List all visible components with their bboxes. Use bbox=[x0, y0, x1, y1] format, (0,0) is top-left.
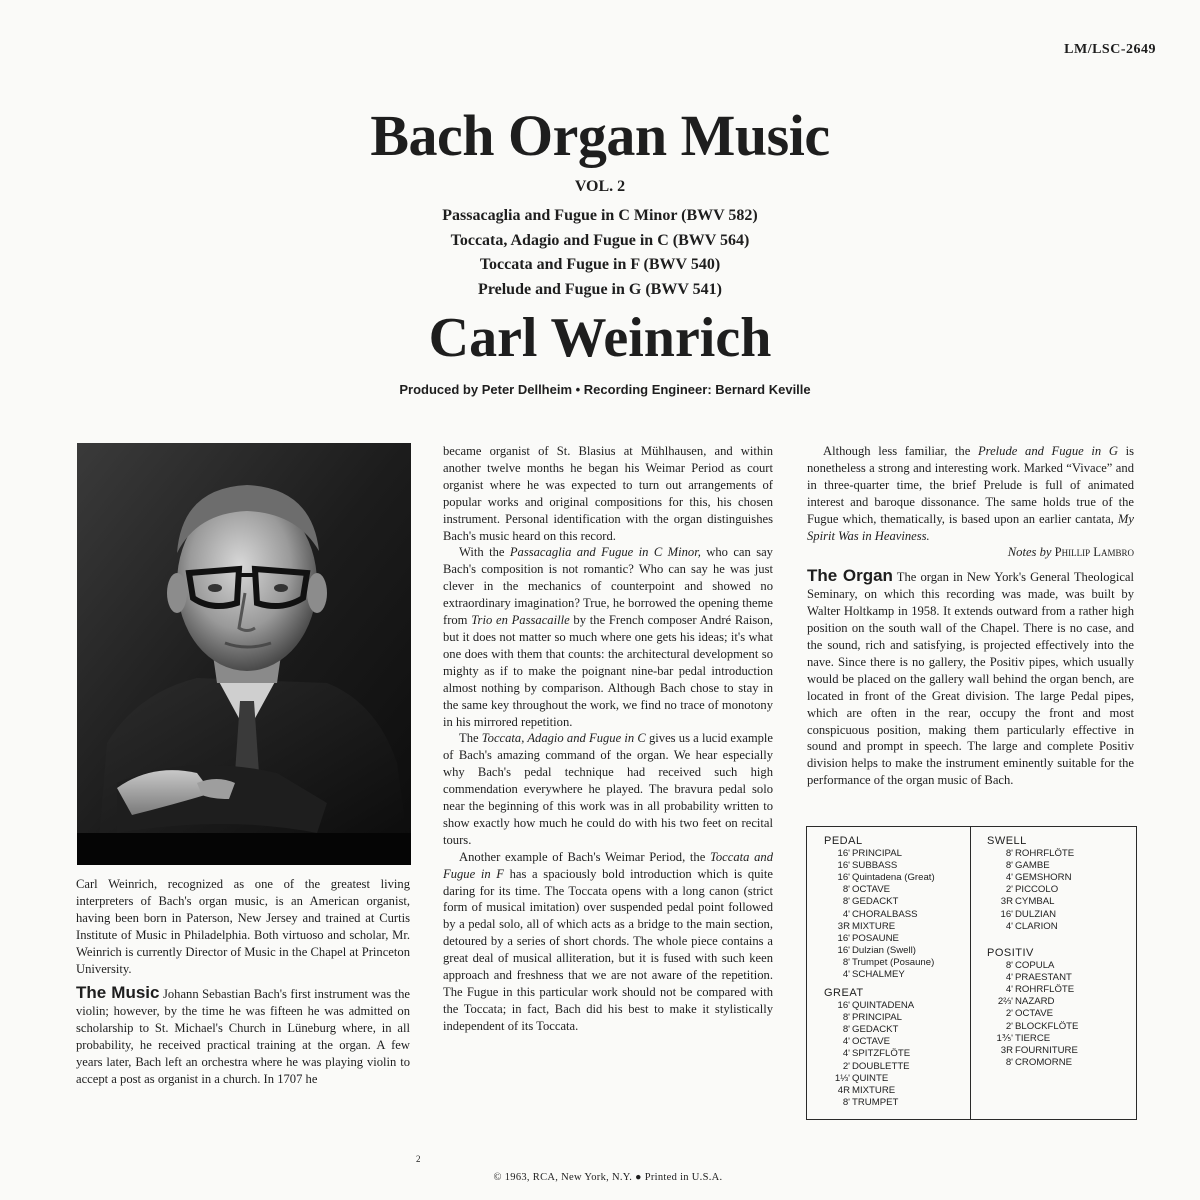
stop-pitch: 8' bbox=[1005, 860, 1013, 872]
division-name: GREAT bbox=[824, 987, 864, 999]
stop-item bbox=[987, 921, 1074, 933]
stop-name: TIERCE bbox=[1015, 1032, 1051, 1044]
stop-name: CHORALBASS bbox=[852, 908, 918, 920]
stop-item bbox=[824, 909, 935, 921]
performer-photo bbox=[77, 443, 411, 865]
stop-name: PRINCIPAL bbox=[852, 848, 902, 860]
stop-pitch: 4' bbox=[1005, 984, 1013, 996]
stop-name: CLARION bbox=[1015, 920, 1058, 932]
volume-label: VOL. 2 bbox=[574, 178, 626, 195]
stop-item bbox=[987, 860, 1074, 872]
stop-name: Quintadena (Great) bbox=[852, 872, 935, 884]
stop-pitch: 8' bbox=[1005, 1056, 1013, 1068]
work-item: Prelude and Fugue in G (BWV 541) bbox=[478, 280, 722, 298]
stop-item bbox=[987, 872, 1074, 884]
stop-name: DULZIAN bbox=[1015, 908, 1057, 920]
stop-pitch: 8' bbox=[842, 884, 850, 896]
stop-pitch: 16' bbox=[837, 944, 850, 956]
stop-item bbox=[824, 896, 935, 908]
stop-item bbox=[824, 1073, 914, 1085]
stop-name: GAMBE bbox=[1015, 860, 1050, 872]
stop-item bbox=[824, 1012, 914, 1024]
stop-pitch: 2⅔' bbox=[997, 996, 1013, 1008]
stop-pitch: 4' bbox=[842, 1048, 850, 1060]
stop-item bbox=[824, 969, 935, 981]
catalog-number: LM/LSC-2649 bbox=[1064, 42, 1156, 57]
stop-pitch: 16' bbox=[837, 860, 850, 872]
stop-pitch: 8' bbox=[842, 1024, 850, 1036]
bio-paragraph: Carl Weinrich, recognized as one of the greatest living interpreters of Bach's organ music, is an American organist, having been born in Paterson, New Jersey and trained at Curtis Institute of Music in Philadelphia. Both virtuoso and scholar, Mr. Weinrich is currently Director of Music in the Chapel at Princeton University. bbox=[76, 877, 410, 976]
stop-item bbox=[987, 996, 1078, 1008]
stop-name: SCHALMEY bbox=[852, 969, 905, 981]
stop-pitch: 8' bbox=[842, 1012, 850, 1024]
stop-item bbox=[987, 1033, 1078, 1045]
stop-item bbox=[824, 884, 935, 896]
stop-name: GEMSHORN bbox=[1015, 872, 1072, 884]
stop-name: CYMBAL bbox=[1015, 896, 1055, 908]
stop-pitch: 2' bbox=[1005, 1020, 1013, 1032]
organ-stoplist bbox=[806, 826, 1137, 1120]
stop-item bbox=[824, 945, 935, 957]
stop-name: PRAESTANT bbox=[1015, 972, 1072, 984]
stop-pitch: 1⅓' bbox=[834, 1072, 850, 1084]
stop-item bbox=[987, 909, 1074, 921]
stop-name: DOUBLETTE bbox=[852, 1060, 910, 1072]
stop-name: Trumpet (Posaune) bbox=[852, 956, 935, 968]
stop-item bbox=[824, 860, 935, 872]
production-credits: Produced by Peter Dellheim • Recording Engineer: Bernard Keville bbox=[399, 382, 811, 397]
stop-name: POSAUNE bbox=[852, 932, 899, 944]
stop-name: TRUMPET bbox=[852, 1096, 899, 1108]
passacaglia-paragraph: With the Passacaglia and Fugue in C Minor, who can say Bach's composition is not romantic? Who can say he was just clever in the mechanics of counterpoint and showed no extraordinary imagination? True, he borrowed the opening theme from Trio en Passacaille by the French composer André Raison, but it does not matter so much where one gets his ideas; it's what one does with them that counts: the architectural development so mighty as if to make the poignant nine-bar pedal introduction almost nothing by comparison. Although Bach chose to stay in the same key throughout the work, we find no trace of monotony in his mirrored repetition. bbox=[443, 545, 773, 729]
stop-name: NAZARD bbox=[1015, 996, 1055, 1008]
stop-name: MIXTURE bbox=[852, 920, 896, 932]
stop-item bbox=[824, 921, 935, 933]
stop-item bbox=[987, 1057, 1078, 1069]
works-list bbox=[0, 204, 1200, 302]
column-left bbox=[76, 876, 410, 1088]
organ-text: The organ in New York's General Theological Seminary, on which this recording was made, was built by Walter Holtkamp in 1958. It extends outward from a rather high position on the south wall of the Chapel. There is no case, and the sound, rich and satisfying, is projected effectively into the nave. Since there is no gallery, the Positiv pipes, which usually would be placed on the gallery wall behind the organ bench, are located in front of the Great division. The large Pedal pipes, which are often in the rear, occupy the front and most conspicuous position, making them particularly effective in sound and prompt in speech. The large and complete Positiv division helps to make the instrument eminently suitable for the performance of the organ music of Bach. bbox=[807, 570, 1134, 788]
music-paragraph bbox=[76, 985, 410, 1087]
stop-pitch: 8' bbox=[842, 896, 850, 908]
stoplist-divider bbox=[970, 827, 971, 1119]
stop-name: ROHRFLÖTE bbox=[1015, 984, 1075, 996]
column-right bbox=[807, 443, 1134, 789]
stop-item bbox=[824, 1024, 914, 1036]
stop-pitch: 2' bbox=[1005, 1008, 1013, 1020]
division-name: PEDAL bbox=[824, 835, 863, 847]
stop-pitch: 16' bbox=[837, 1000, 850, 1012]
stop-pitch: 4' bbox=[842, 1036, 850, 1048]
stop-name: BLOCKFLÖTE bbox=[1015, 1020, 1079, 1032]
stop-name: QUINTADENA bbox=[852, 1000, 915, 1012]
stop-item bbox=[987, 848, 1074, 860]
stop-item bbox=[824, 957, 935, 969]
toccata-f-paragraph: Another example of Bach's Weimar Period, the Toccata and Fugue in F has a spaciously bold introduction which is quite daring for its time. The Toccata opens with a long canon (strict form of musical imitation) over suspended pedal point followed by a pedal solo, all of which acts as a bridge to the main section, detoured by a series of short chords. The whole piece contains a great deal of musical alliteration, but it is fused with such keen approach and freshness that we are not aware of the repetition. The Fugue in this particular work should not be compared with the Toccata; in fact, Bach did his best to make it stylistically independent of its Toccata. bbox=[443, 849, 773, 1033]
stop-name: SPITZFLÖTE bbox=[852, 1048, 911, 1060]
stop-pitch: 3R bbox=[837, 920, 850, 932]
album-title: Bach Organ Music bbox=[370, 103, 830, 168]
stop-item bbox=[824, 1061, 914, 1073]
stop-pitch: 4' bbox=[1005, 920, 1013, 932]
page-number: 2 bbox=[416, 1154, 421, 1164]
division-great bbox=[824, 987, 914, 1109]
stop-name: SUBBASS bbox=[852, 860, 898, 872]
stop-item bbox=[987, 1045, 1078, 1057]
stop-name: COPULA bbox=[1015, 960, 1055, 972]
stop-item bbox=[824, 872, 935, 884]
stop-item bbox=[824, 933, 935, 945]
performer-name: Carl Weinrich bbox=[428, 307, 772, 369]
work-item: Passacaglia and Fugue in C Minor (BWV 582) bbox=[442, 207, 758, 224]
stop-item bbox=[824, 1000, 914, 1012]
division-swell bbox=[987, 835, 1074, 933]
stop-item bbox=[987, 1021, 1078, 1033]
stop-item bbox=[987, 960, 1078, 972]
notes-credit: Notes by Phillip Lambro bbox=[1007, 545, 1134, 560]
stop-item bbox=[987, 896, 1074, 908]
music-text: Johann Sebastian Bach's first instrument was the violin; however, by the time he was fifteen he was admitted on scholarship to St. Michael's Church in Lüneburg where, in all probability, he received practical training at the organ. A few years later, Bach left an orchestra where he was playing violin to accept a post as organist in a church. In 1707 he bbox=[76, 987, 411, 1086]
music-heading: The Music bbox=[76, 983, 160, 1003]
stop-item bbox=[987, 972, 1078, 984]
stop-pitch: 4' bbox=[842, 908, 850, 920]
division-positiv bbox=[987, 947, 1078, 1069]
copyright-footer: © 1963, RCA, New York, N.Y. ● Printed in U.S.A. bbox=[493, 1172, 723, 1183]
stop-pitch: 8' bbox=[842, 1096, 850, 1108]
organ-paragraph bbox=[807, 568, 1134, 789]
stop-item bbox=[987, 984, 1078, 996]
stop-pitch: 3R bbox=[1000, 896, 1013, 908]
prelude-paragraph: Although less familiar, the Prelude and Fugue in G is nonetheless a strong and interesting work. Marked “Vivace” and in three-quarter time, the brief Prelude is full of animated interest and baroque dissonance. The same holds true of the Fugue which, thematically, is based upon an earlier cantata, My Spirit Was in Heaviness. bbox=[807, 444, 1134, 543]
stop-name: OCTAVE bbox=[852, 884, 891, 896]
stop-item bbox=[824, 1048, 914, 1060]
stop-name: MIXTURE bbox=[852, 1084, 896, 1096]
paragraph: became organist of St. Blasius at Mühlhausen, and within another twelve months he began his Weimar Period as court organist where he was expected to turn out arrangements of popular works and original compositions for this, his chosen instrument. Personal identification with the organ distinguishes Bach's music heard on this record. bbox=[443, 444, 773, 543]
stop-pitch: 16' bbox=[837, 932, 850, 944]
stop-pitch: 4' bbox=[1005, 972, 1013, 984]
stop-pitch: 8' bbox=[1005, 960, 1013, 972]
stop-name: GEDACKT bbox=[852, 1024, 899, 1036]
stop-name: Dulzian (Swell) bbox=[852, 944, 916, 956]
work-item: Toccata, Adagio and Fugue in C (BWV 564) bbox=[450, 231, 750, 249]
stop-name: CROMORNE bbox=[1015, 1056, 1073, 1068]
stop-pitch: 16' bbox=[837, 872, 850, 884]
stop-pitch: 8' bbox=[842, 956, 850, 968]
stop-pitch: 2' bbox=[842, 1060, 850, 1072]
stop-item bbox=[824, 1036, 914, 1048]
stop-item bbox=[824, 848, 935, 860]
stop-name: FOURNITURE bbox=[1015, 1044, 1078, 1056]
stop-pitch: 8' bbox=[1005, 848, 1013, 860]
work-item: Toccata and Fugue in F (BWV 540) bbox=[479, 256, 721, 273]
stop-name: ROHRFLÖTE bbox=[1015, 848, 1075, 860]
stop-name: OCTAVE bbox=[852, 1036, 891, 1048]
division-name: SWELL bbox=[987, 835, 1027, 847]
stop-pitch: 16' bbox=[837, 848, 850, 860]
column-middle bbox=[443, 443, 773, 1035]
stop-item bbox=[824, 1097, 914, 1109]
stop-pitch: 3R bbox=[1000, 1044, 1013, 1056]
stop-name: QUINTE bbox=[852, 1072, 889, 1084]
stop-item bbox=[987, 1008, 1078, 1020]
stop-item bbox=[824, 1085, 914, 1097]
stop-pitch: 16' bbox=[1000, 908, 1013, 920]
stop-pitch: 4' bbox=[842, 969, 850, 981]
stop-name: GEDACKT bbox=[852, 896, 899, 908]
stop-pitch: 4' bbox=[1005, 872, 1013, 884]
stop-name: PRINCIPAL bbox=[852, 1012, 902, 1024]
division-pedal bbox=[824, 835, 935, 981]
toccata-c-paragraph: The Toccata, Adagio and Fugue in C gives us a lucid example of Bach's amazing command of the organ. We hear especially why Bach's pedal technique had received such high commendation everywhere he played. The bravura pedal solo near the beginning of this work was in all probability written to show exactly how much he could do with his two feet on recital tours. bbox=[443, 731, 774, 847]
stop-pitch: 1⅗' bbox=[996, 1032, 1013, 1044]
division-name: POSITIV bbox=[987, 947, 1034, 959]
stop-pitch: 2' bbox=[1005, 884, 1013, 896]
organ-heading: The Organ bbox=[807, 566, 893, 586]
stop-pitch: 4R bbox=[837, 1084, 850, 1096]
stop-name: OCTAVE bbox=[1015, 1008, 1054, 1020]
stop-name: PICCOLO bbox=[1015, 884, 1059, 896]
stop-item bbox=[987, 884, 1074, 896]
